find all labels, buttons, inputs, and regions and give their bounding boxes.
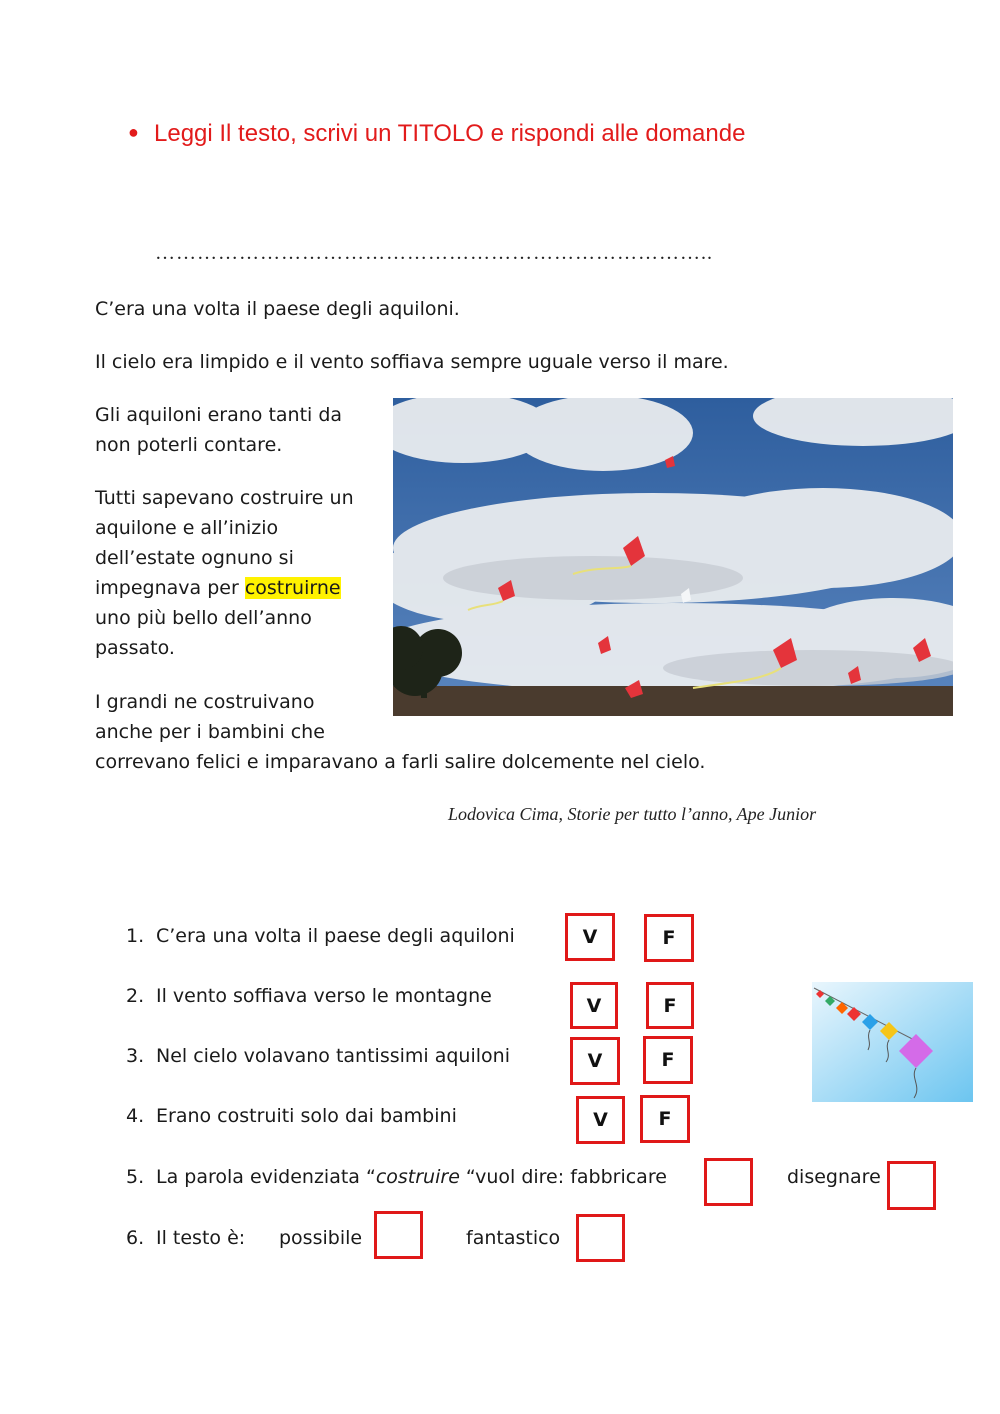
story-paragraph-2: Il cielo era limpido e il vento soffiava sempre uguale verso il mare. — [95, 351, 729, 373]
question-number: 3. — [126, 1045, 145, 1067]
question-text: Il vento soffiava verso le montagne — [156, 985, 492, 1007]
question-text: La parola evidenziata “ — [156, 1166, 376, 1188]
option-fantastico: fantastico — [466, 1227, 561, 1249]
instruction-text: Leggi Il testo, scrivi un TITOLO e rispondi alle domande — [154, 120, 746, 147]
story-paragraph-1: C’era una volta il paese degli aquiloni. — [95, 298, 460, 320]
story-paragraph-4 — [95, 483, 385, 663]
question-number: 2. — [126, 985, 145, 1007]
answer-true-box-2[interactable]: V — [570, 982, 618, 1029]
kites-illustration — [812, 982, 973, 1102]
story-line: anche per i bambini che — [95, 721, 325, 743]
story-line: correvano felici e imparavano a farli salire dolcemente nel cielo. — [95, 751, 706, 773]
question-3 — [126, 1045, 510, 1067]
answer-true-box-3[interactable]: V — [570, 1037, 620, 1085]
answer-box-fabbricare[interactable] — [704, 1158, 753, 1206]
question-text: C’era una volta il paese degli aquiloni — [156, 925, 515, 947]
option-disegnare: disegnare — [787, 1166, 881, 1188]
story-line: Gli aquiloni erano tanti da — [95, 404, 343, 426]
answer-false-box-2[interactable]: F — [646, 982, 694, 1029]
answer-box-possibile[interactable] — [374, 1211, 423, 1259]
answer-true-box-4[interactable]: V — [576, 1096, 625, 1144]
answer-false-box-3[interactable]: F — [643, 1036, 693, 1084]
highlighted-word: costruirne — [244, 577, 341, 599]
question-4 — [126, 1105, 457, 1127]
question-number: 4. — [126, 1105, 145, 1127]
question-number: 1. — [126, 925, 145, 947]
question-text: Erano costruiti solo dai bambini — [156, 1105, 457, 1127]
italic-word: costruire — [375, 1166, 460, 1188]
story-line: non poterli contare. — [95, 434, 283, 456]
question-text: “vuol dire: fabbricare — [459, 1166, 667, 1188]
story-line: uno più bello dell’anno — [95, 607, 312, 629]
instruction — [128, 120, 745, 148]
option-possibile: possibile — [279, 1227, 363, 1249]
story-line — [95, 573, 385, 603]
answer-box-fantastico[interactable] — [576, 1214, 625, 1262]
question-number: 6. — [126, 1227, 145, 1249]
question-text: Il testo è: — [156, 1227, 246, 1249]
kites-sky-photo — [393, 398, 953, 716]
question-5 — [126, 1166, 667, 1188]
question-6 — [126, 1227, 245, 1249]
story-line: aquilone e all’inizio — [95, 517, 279, 539]
story-line: I grandi ne costruivano — [95, 691, 315, 713]
question-1 — [126, 925, 515, 947]
question-number: 5. — [126, 1166, 145, 1188]
story-line: Tutti sapevano costruire un — [95, 487, 354, 509]
story-line: passato. — [95, 637, 175, 659]
story-line: dell’estate ognuno si — [95, 547, 294, 569]
title-input-line[interactable]: …………………………………………………………………….. — [155, 242, 713, 264]
question-2 — [126, 985, 492, 1007]
story-text: impegnava per — [95, 577, 245, 599]
bullet-icon: ● — [128, 122, 139, 142]
question-text: Nel cielo volavano tantissimi aquiloni — [156, 1045, 510, 1067]
source-caption: Lodovica Cima, Storie per tutto l’anno, Ape Junior — [448, 804, 817, 824]
answer-true-box-1[interactable]: V — [565, 913, 615, 961]
story-paragraph-3 — [95, 400, 385, 460]
answer-false-box-4[interactable]: F — [640, 1095, 690, 1143]
answer-box-disegnare[interactable] — [887, 1161, 936, 1210]
answer-false-box-1[interactable]: F — [644, 914, 694, 962]
